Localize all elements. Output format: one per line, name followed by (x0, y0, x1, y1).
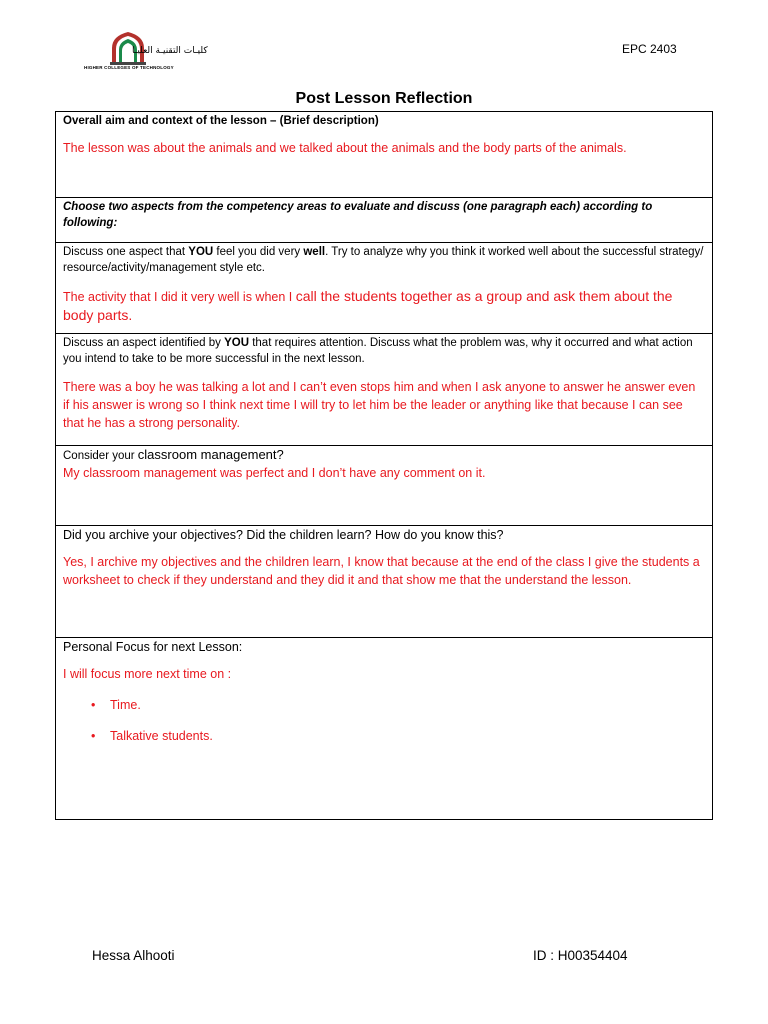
focus-answer-intro: I will focus more next time on : (63, 667, 232, 681)
course-code: EPC 2403 (622, 42, 677, 56)
objectives-answer: Yes, I archive my objectives and the children learn, I know that because at the end of the class I give the students a worksheet to check if they understand and they did it and that show me that the understand the lesson. (63, 555, 700, 587)
logo-text-arabic: كليـات التقنيـة العليـا (132, 46, 208, 56)
focus-prompt: Personal Focus for next Lesson: (63, 640, 243, 654)
management-answer: My classroom management was perfect and I don’t have any comment on it. (63, 466, 486, 480)
attention-answer: There was a boy he was talking a lot and I can’t even stops him and when I ask anyone to answer he answer even if his answer is wrong so I think next time I will try to let him be the leader or anything like that because I can see that he has a strong personality. (63, 380, 696, 430)
section-needs-attention (56, 334, 712, 446)
well-answer: The activity that I did it very well is when I call the students together as a group and ask them about the body parts. (63, 288, 673, 323)
focus-list-item: • Talkative students. (91, 729, 213, 743)
aim-prompt: Overall aim and context of the lesson – (Brief description) (63, 115, 379, 127)
objectives-prompt: Did you archive your objectives? Did the children learn? How do you know this? (63, 528, 504, 542)
section-objectives (56, 526, 712, 638)
logo-text-english: HIGHER COLLEGES OF TECHNOLOGY (84, 65, 174, 70)
bullet-icon: • (91, 729, 96, 743)
bullet-icon: • (91, 698, 96, 712)
attention-prompt: Discuss an aspect identified by YOU that requires attention. Discuss what the problem was, why it occurred and what action you intend to take to be more successful in the next lesson. (63, 337, 693, 365)
student-id: ID : H00354404 (533, 948, 628, 963)
focus-list-item: • Time. (91, 698, 141, 712)
management-prompt: Consider your classroom management? (63, 447, 284, 462)
section-instruction (56, 198, 712, 243)
instruction-prompt: Choose two aspects from the competency areas to evaluate and discuss (one paragraph each) according to following: (63, 201, 653, 229)
section-classroom-management (56, 446, 712, 526)
focus-list (63, 696, 704, 745)
section-did-well (56, 243, 712, 334)
aim-answer: The lesson was about the animals and we talked about the animals and the body parts of the animals. (63, 141, 627, 155)
well-prompt: Discuss one aspect that YOU feel you did very well. Try to analyze why you think it worked well about the successful strategy/ resource/activity/management style etc. (63, 246, 704, 274)
section-aim (56, 112, 712, 198)
document-title: Post Lesson Reflection (295, 90, 473, 107)
section-personal-focus (56, 638, 712, 819)
reflection-form (55, 111, 713, 820)
student-name: Hessa Alhooti (92, 948, 175, 963)
